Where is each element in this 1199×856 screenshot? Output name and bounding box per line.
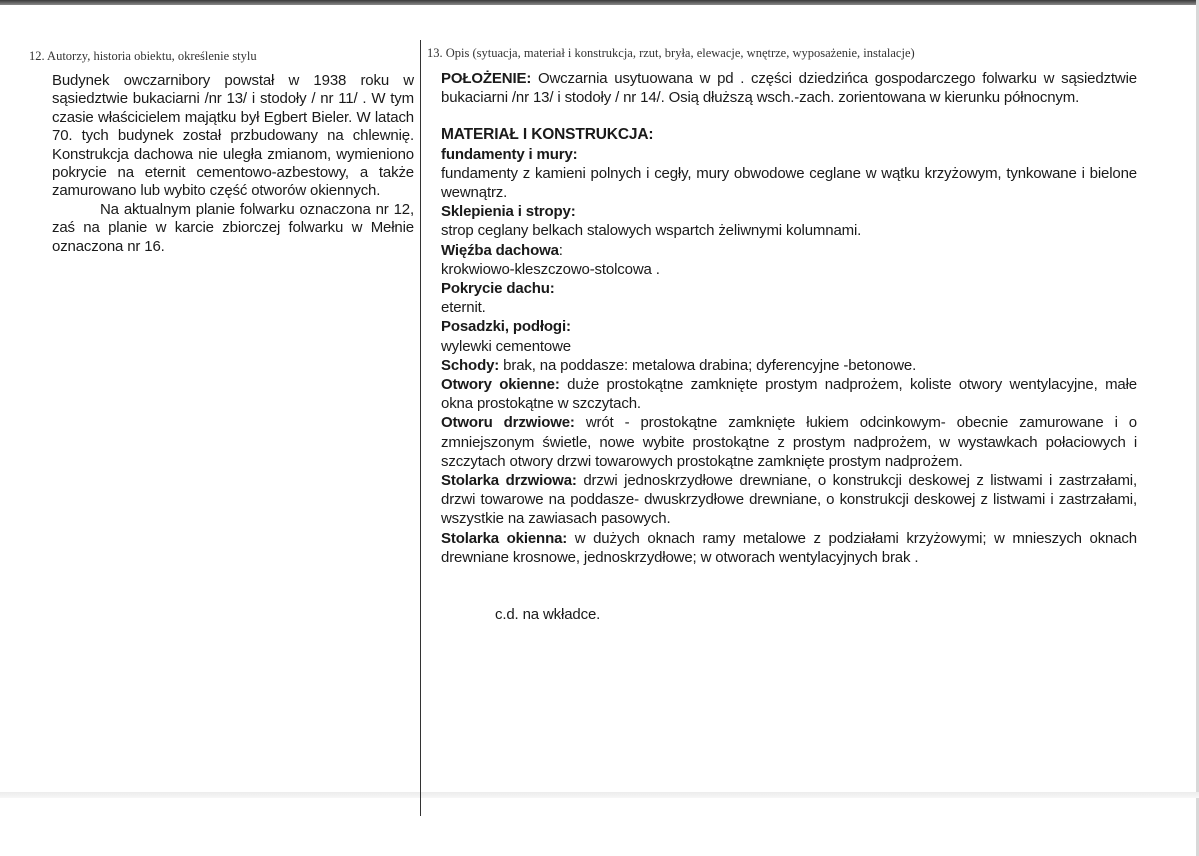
scan-top-edge <box>0 0 1199 5</box>
material-item-label: Posadzki, podłogi: <box>441 318 571 336</box>
continued-note: c.d. na wkładce. <box>495 606 601 624</box>
material-item <box>441 529 1137 567</box>
material-item <box>441 279 1137 317</box>
material-item <box>441 241 1137 279</box>
material-item-label: fundamenty i mury: <box>441 145 578 163</box>
material-item-text: strop ceglany belkach stalowych wspartch żeliwnymi kolumnami. <box>441 222 862 240</box>
history-paragraph-2: Na aktualnym planie folwarku oznaczona nr 12, zaś na planie w karcie zbiorczej folwarku w Mełnie oznaczona nr 16. <box>52 200 414 255</box>
material-item-text: fundamenty z kamieni polnych i cegły, mury obwodowe ceglane w wątku krzyżowym, tynkowane i bielone wewnątrz. <box>441 164 1137 202</box>
material-item-label: Więźba dachowa <box>441 241 559 259</box>
column-divider <box>420 40 421 816</box>
location-label: POŁOŻENIE: <box>441 70 532 87</box>
material-item-text: wylewki cementowe <box>441 337 571 355</box>
history-paragraph-1: Budynek owczarnibory powstał w 1938 roku w sąsiedztwie bukaciarni /nr 13/ i stodoły / nr 11/ . W tym czasie właścicielem majątku był Egbert Bieler. W latach 70. tych budynek został przbudowany na chlewnię. Konstrukcja dachowa nie uległa zmianom, wymieniono pokrycie na eternit cementowo-azbestowy, a także zamurowano lub wybito część otworów okiennych. <box>52 72 414 200</box>
material-items <box>441 145 1137 567</box>
location-text: Owczarnia usytuowana w pd . części dziedzińca gospodarczego folwarku w sąsiedztwie bukaciarni /nr 13/ i stodoły / nr 14/. Osią dłuższą wsch.-zach. zorientowana w kierunku północnym. <box>441 70 1137 107</box>
material-item-text: w dużych oknach ramy metalowe z podziałami krzyżowymi; w mnieszych oknach drewniane krosnowe, jednoskrzydłowe; w otworach wentylacyjnych brak . <box>441 529 1137 566</box>
description-block <box>441 69 1137 624</box>
material-item-text: krokwiowo-kleszczowo-stolcowa . <box>441 260 660 278</box>
material-item-label-suffix: : <box>558 241 563 259</box>
section-12-caption: 12. Autorzy, historia obiektu, określenie stylu <box>29 49 257 63</box>
material-item <box>441 375 1137 413</box>
material-item <box>441 413 1137 471</box>
material-item-label: Sklepienia i stropy: <box>441 203 576 221</box>
material-item-label: Otwory okienne: <box>441 376 560 394</box>
material-item-label: Stolarka okienna: <box>441 529 568 547</box>
section-13-caption: 13. Opis (sytuacja, materiał i konstrukcja, rzut, bryła, elewacje, wnętrze, wyposażenie, instalacje) <box>427 46 915 60</box>
section-13 <box>427 46 1137 624</box>
material-item-text: eternit. <box>441 299 486 317</box>
material-heading: MATERIAŁ I KONSTRUKCJA: <box>441 126 654 144</box>
material-item <box>441 317 1137 355</box>
material-item <box>441 471 1137 529</box>
material-item-label: Otworu drzwiowe: <box>441 414 575 432</box>
material-item <box>441 202 1137 240</box>
material-item-text: brak, na poddasze: metalowa drabina; dyferencyjne -betonowe. <box>503 356 917 374</box>
material-item <box>441 145 1137 203</box>
material-item-label: Pokrycie dachu: <box>441 280 555 298</box>
section-12 <box>29 49 414 256</box>
material-item-text: drzwi jednoskrzydłowe drewniane, o konstrukcji deskowej z listwami i zastrzałami, drzwi towarowe na poddasze- dwuskrzydłowe drewniane, o konstrukcji deskowej z listwami i zastrzałami, wszystkie na zawiasach pasowych. <box>441 472 1137 528</box>
material-item-text: duże prostokątne zamknięte prostym nadprożem, koliste otwory wentylacyjne, małe okna prostokątne w szczytach. <box>441 376 1137 413</box>
location-paragraph <box>441 69 1137 107</box>
material-item-text: wrót - prostokątne zamknięte łukiem odcinkowym- obecnie zamurowane i o zmniejszonym świetle, nowe wybite prostokątne z prostym nadprożem, w wystawkach połaciowych i szczytach otwory drzwi towarowych prostokątne zamknięte prostym nadprożem. <box>441 414 1137 470</box>
page-fold <box>0 792 1199 798</box>
material-item-label: Stolarka drzwiowa: <box>441 472 577 490</box>
material-item <box>441 356 1137 375</box>
material-item-label: Schody: <box>441 356 500 374</box>
